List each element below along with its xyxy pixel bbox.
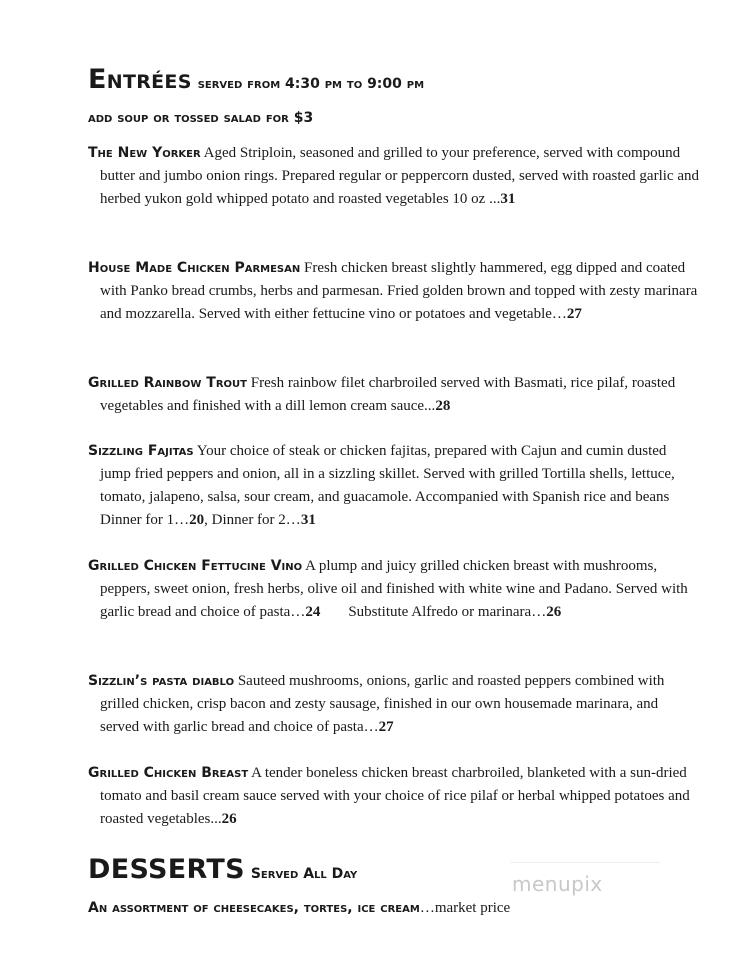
menu-item <box>88 762 700 831</box>
item-description: Fresh chicken breast slightly hammered, egg dipped and coated with Panko bread crumbs, herbs and parmesan. Fried golden brown and topped with zesty marinara and mozzarella. Served with either fettucine vino or potatoes and vegetable… <box>100 260 698 322</box>
item-name: Grilled Rainbow Trout <box>88 375 247 391</box>
item-option-label: , Dinner for 2… <box>204 512 301 528</box>
item-price: 20 <box>189 512 205 528</box>
item-price: 28 <box>435 398 451 414</box>
entrees-note: add soup or tossed salad for $3 <box>88 110 314 126</box>
item-description: A plump and juicy grilled chicken breast with mushrooms, peppers, sweet onion, fresh herbs, olive oil and finished with white wine and Padano. Served with garlic bread and choice of pasta… <box>100 558 688 620</box>
watermark-rule <box>510 862 660 863</box>
menu-item <box>88 670 700 739</box>
item-option-label: Dinner for 1… <box>100 512 190 528</box>
item-description: Your choice of steak or chicken fajitas, prepared with Cajun and cumin dusted jump fried peppers and onion, all in a sizzling skillet. Served with grilled Tortilla shells, lettuce, tomato, jalapeno, salsa, sour cream, and guacamole. Accompanied with Spanish rice and beans <box>100 443 675 505</box>
item-price: 31 <box>500 191 516 207</box>
menu-item <box>88 257 700 326</box>
item-price: 27 <box>566 306 582 322</box>
item-name: Sizzlin’s pasta diablo <box>88 673 235 689</box>
item-name: Grilled Chicken Breast <box>88 765 249 781</box>
item-name: Sizzling Fajitas <box>88 443 194 459</box>
item-name: The New Yorker <box>88 145 201 161</box>
desserts-heading <box>88 854 357 885</box>
item-description: Aged Striploin, seasoned and grilled to your preference, served with compound butter and jumbo onion rings. Prepared regular or peppercorn dusted, served with roasted garlic and herbed yukon gold whipped potato and roasted vegetables 10 oz ... <box>100 145 699 207</box>
item-price: 24 <box>305 604 321 620</box>
entrees-title: Entrées <box>88 64 192 95</box>
item-name: Grilled Chicken Fettucine Vino <box>88 558 303 574</box>
entrees-subtitle: served from 4:30 pm to 9:00 pm <box>197 76 425 92</box>
menu-item <box>88 372 700 418</box>
item-alt-label: Substitute Alfredo or marinara… <box>348 604 547 620</box>
item-price: 27 <box>378 719 394 735</box>
desserts-subtitle: Served All Day <box>250 866 358 882</box>
desserts-title: DESSERTS <box>88 854 245 885</box>
item-description: Sauteed mushrooms, onions, garlic and roasted peppers combined with grilled chicken, crisp bacon and zesty sausage, finished in our own housemade marinara, and served with garlic bread and choice of pasta… <box>100 673 665 735</box>
item-price: 26 <box>546 604 562 620</box>
dessert-item-name: An assortment of cheesecakes, tortes, ice cream <box>88 900 420 916</box>
menu-item <box>88 440 700 532</box>
watermark-logo: menupix <box>512 872 603 896</box>
dessert-item <box>88 900 510 917</box>
menu-item <box>88 142 700 211</box>
item-description: Fresh rainbow filet charbroiled served with Basmati, rice pilaf, roasted vegetables and finished with a dill lemon cream sauce... <box>100 375 676 414</box>
dessert-item-price: …market price <box>419 900 511 916</box>
item-price: 26 <box>221 811 237 827</box>
item-description: A tender boneless chicken breast charbroiled, blanketed with a sun-dried tomato and basil cream sauce served with your choice of rice pilaf or herbal whipped potatoes and roasted vegetables... <box>100 765 690 827</box>
item-price: 31 <box>300 512 316 528</box>
item-name: House Made Chicken Parmesan <box>88 260 301 276</box>
entrees-heading <box>88 64 424 95</box>
menu-item <box>88 555 700 624</box>
